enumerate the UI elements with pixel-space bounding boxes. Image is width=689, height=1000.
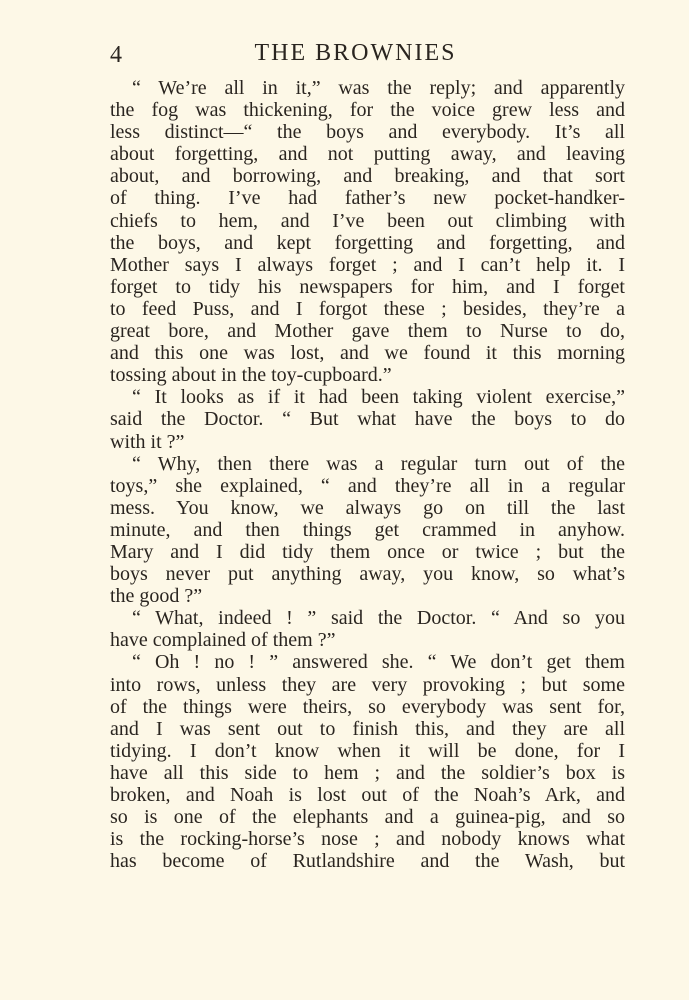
text-line: the fog was thickening, for the voice grew less and — [110, 99, 625, 122]
text-line: about forgetting, and not putting away, and leaving — [110, 143, 625, 166]
text-line: forget to tidy his newspapers for him, and I forget — [110, 275, 625, 298]
text-line: of thing. I’ve had father’s new pocket-handker- — [110, 187, 625, 210]
text-line: into rows, unless they are very provoking ; but some — [110, 673, 625, 696]
text-line: “ Why, then there was a regular turn out of the — [132, 452, 625, 475]
text-line: Mary and I did tidy them once or twice ; but the — [110, 540, 625, 563]
text-line: great bore, and Mother gave them to Nurse to do, — [110, 320, 625, 343]
body-text — [110, 77, 625, 872]
text-line: “ It looks as if it had been taking violent exercise,” — [132, 386, 625, 409]
text-line: “ What, indeed ! ” said the Doctor. “ And so you — [132, 607, 625, 630]
text-line: so is one of the elephants and a guinea-pig, and so — [110, 806, 625, 829]
text-line: tidying. I don’t know when it will be done, for I — [110, 739, 625, 762]
text-line: with it ?” — [110, 430, 185, 453]
text-line: have all this side to hem ; and the soldier’s box is — [110, 761, 625, 784]
text-line: mess. You know, we always go on till the last — [110, 496, 625, 519]
text-line: minute, and then things get crammed in anyhow. — [110, 518, 625, 541]
text-line: “ We’re all in it,” was the reply; and apparently — [132, 77, 625, 99]
text-line: chiefs to hem, and I’ve been out climbing with — [110, 209, 625, 232]
text-line: about, and borrowing, and breaking, and that sort — [110, 165, 625, 188]
text-line: broken, and Noah is lost out of the Noah’s Ark, and — [110, 784, 625, 806]
text-line: toys,” she explained, “ and they’re all in a regular — [110, 474, 625, 497]
running-head: THE BROWNIES — [254, 40, 457, 66]
text-line: has become of Rutlandshire and the Wash, but — [110, 850, 625, 873]
text-line: have complained of them ?” — [110, 629, 336, 652]
text-line: to feed Puss, and I forgot these ; besides, they’re a — [110, 297, 625, 320]
text-line: and this one was lost, and we found it this morning — [110, 342, 625, 365]
text-line: of the things were theirs, so everybody was sent for, — [110, 695, 625, 718]
text-line: “ Oh ! no ! ” answered she. “ We don’t get them — [132, 651, 625, 674]
text-line: the good ?” — [110, 585, 203, 608]
text-line: less distinct—“ the boys and everybody. It’s all — [110, 121, 625, 144]
text-line: said the Doctor. “ But what have the boys to do — [110, 408, 625, 431]
text-line: tossing about in the toy-cupboard.” — [110, 364, 392, 387]
text-line: is the rocking-horse’s nose ; and nobody knows what — [110, 828, 625, 851]
page-number: 4 — [110, 42, 122, 68]
text-line: Mother says I always forget ; and I can’t help it. I — [110, 253, 625, 276]
text-line: boys never put anything away, you know, so what’s — [110, 563, 625, 586]
text-line: and I was sent out to finish this, and they are all — [110, 717, 625, 740]
text-line: the boys, and kept forgetting and forgetting, and — [110, 231, 625, 254]
